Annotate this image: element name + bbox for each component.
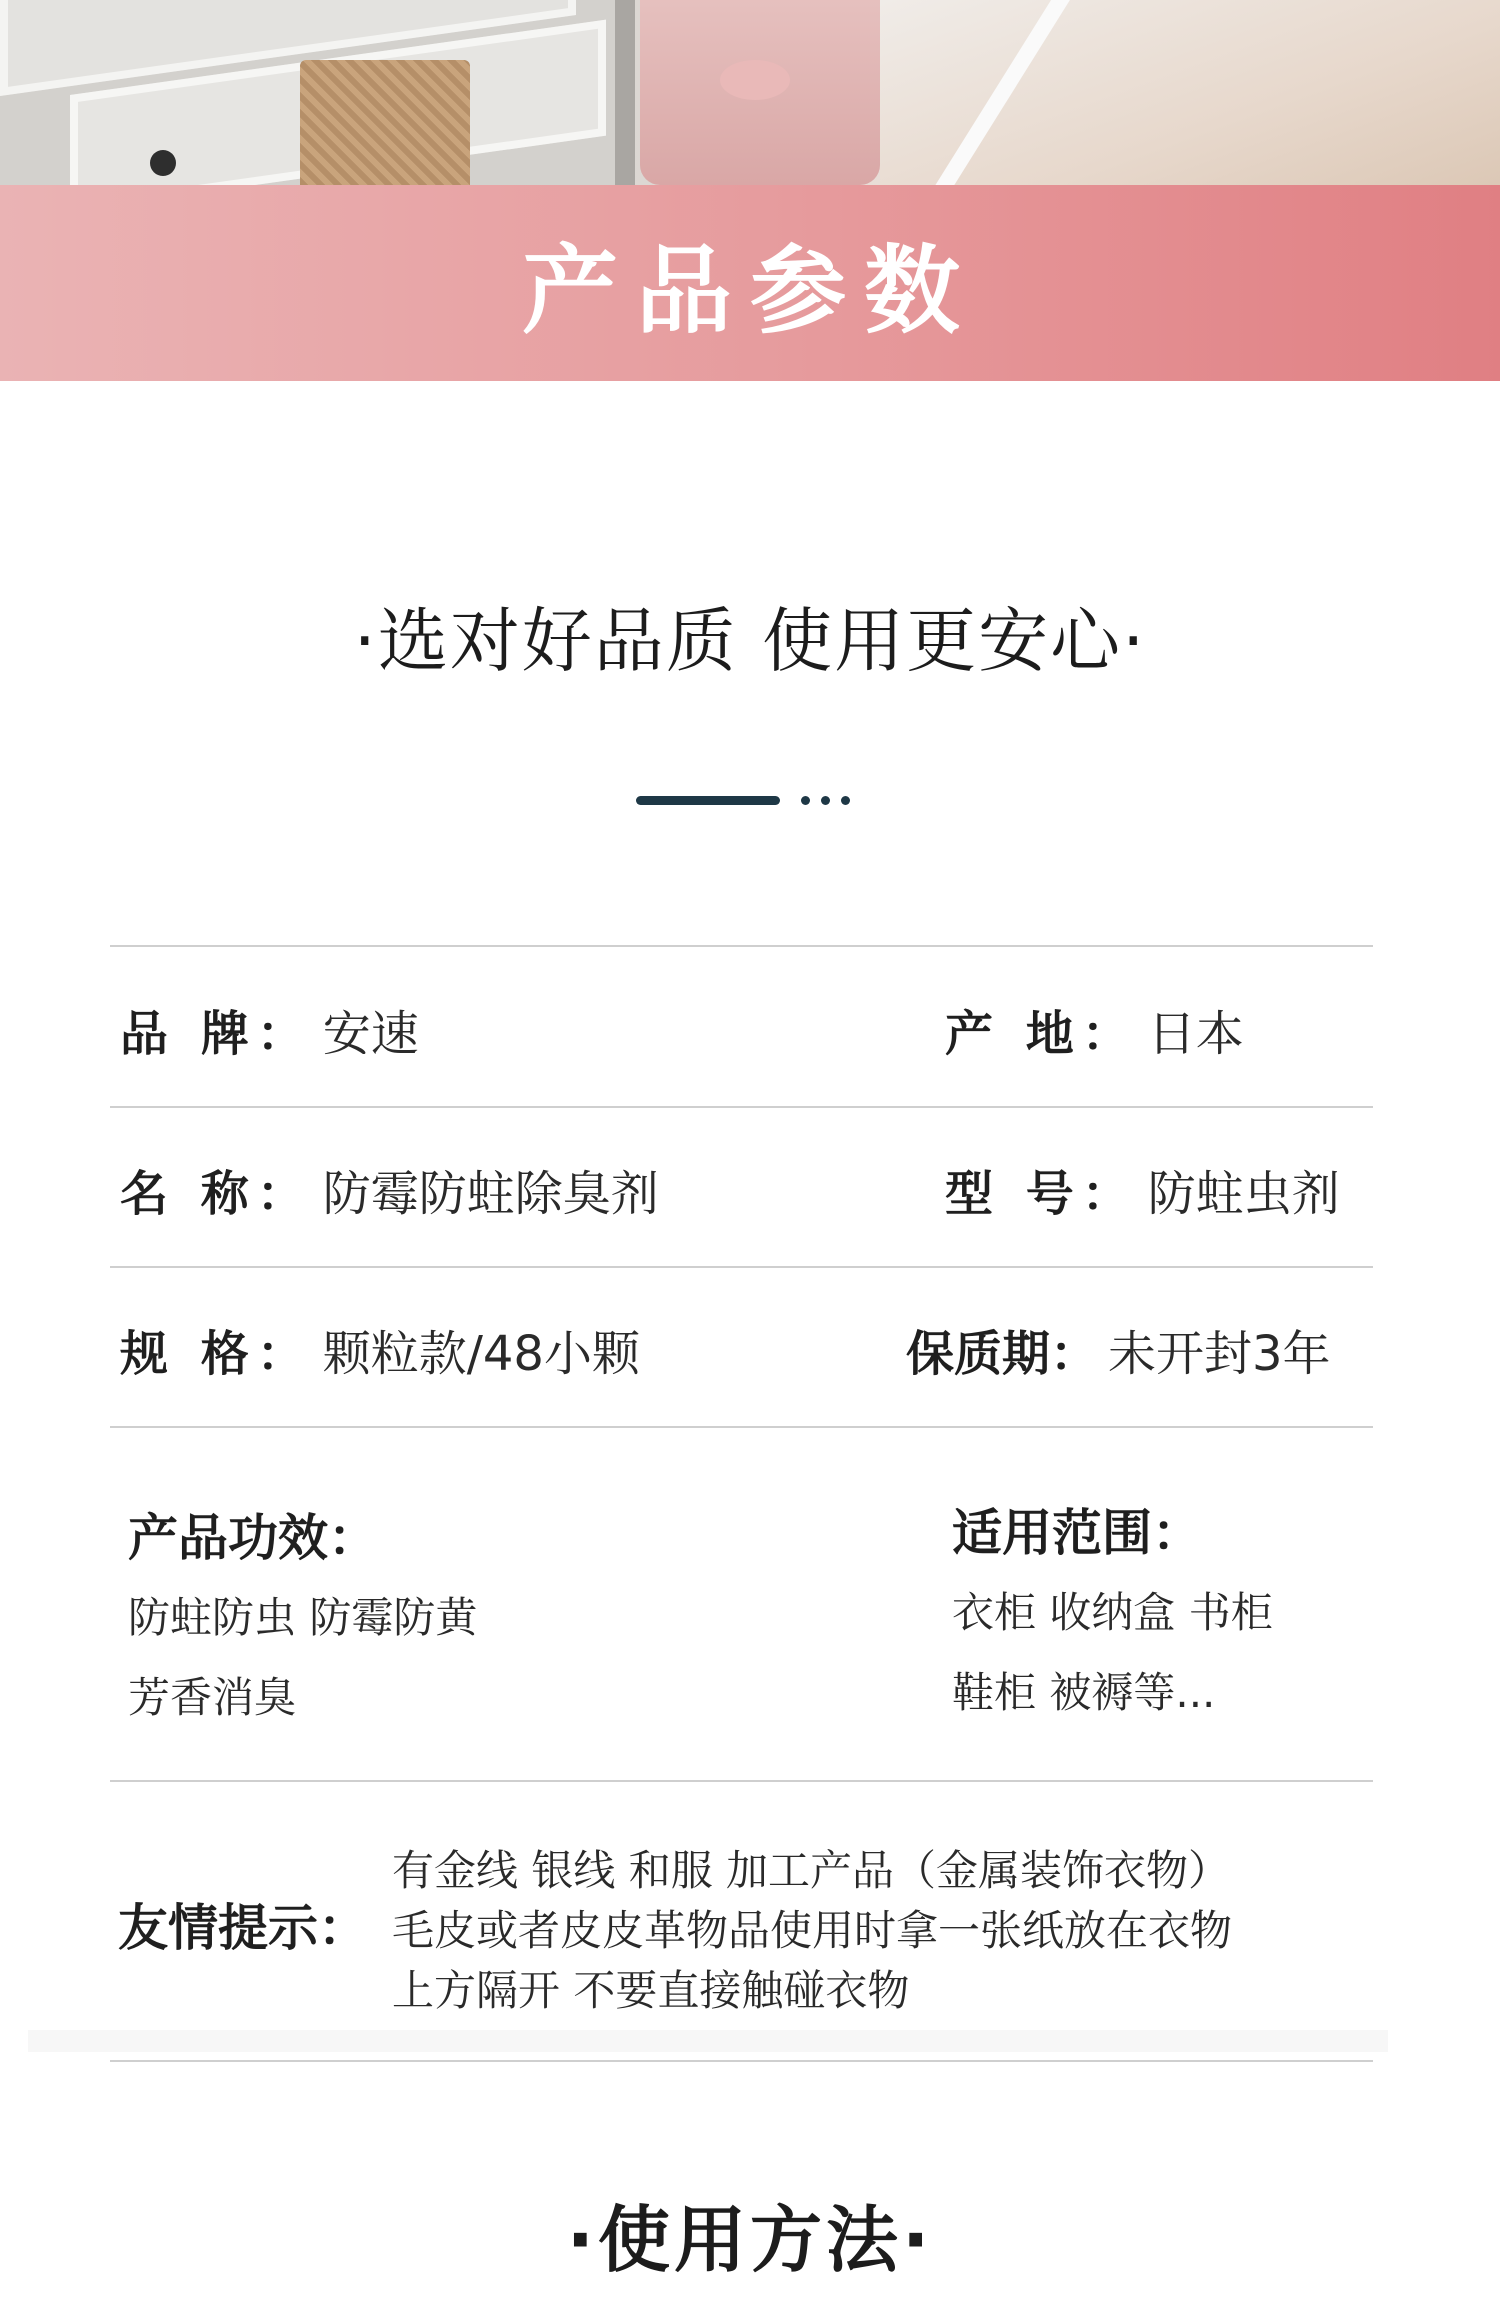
param-value: 颗粒款/48小颗 <box>322 1326 640 1382</box>
params-banner <box>0 185 1500 381</box>
param-model <box>945 1155 1340 1224</box>
param-key: 产 地： <box>945 1006 1138 1062</box>
param-value: 安速 <box>322 1006 419 1062</box>
param-value: 防蛀虫剂 <box>1147 1166 1340 1222</box>
scope-title: 适用范围： <box>952 1504 1202 1562</box>
param-value: 防霉防蛀除臭剂 <box>322 1166 659 1222</box>
decor-dot <box>841 796 850 805</box>
shadow-band <box>28 2030 1388 2052</box>
table-rule <box>110 1426 1373 1428</box>
param-shelf-life <box>906 1315 1331 1384</box>
table-rule <box>110 945 1373 947</box>
drawer-knob <box>150 150 176 176</box>
banner-title: 产品参数 <box>522 234 978 347</box>
scope-line: 鞋柜 被褥等... <box>952 1668 1216 1717</box>
wardrobe-photo <box>0 0 1500 185</box>
param-value: 未开封3年 <box>1108 1326 1331 1382</box>
tips-title: 友情提示： <box>118 1899 368 1957</box>
param-brand <box>120 995 419 1064</box>
scope-line: 衣柜 收纳盒 书柜 <box>952 1588 1273 1637</box>
param-key: 品 牌： <box>120 1006 313 1062</box>
decor-bar <box>636 796 780 805</box>
param-spec <box>120 1315 640 1384</box>
effects-title: 产品功效： <box>128 1509 378 1567</box>
decor-divider <box>636 793 876 807</box>
tips-line: 有金线 银线 和服 加工产品（金属装饰衣物） <box>392 1846 1231 1895</box>
param-key: 保质期： <box>906 1326 1099 1382</box>
param-value: 日本 <box>1147 1006 1244 1062</box>
decor-dot <box>821 796 830 805</box>
param-key: 名 称： <box>120 1166 313 1222</box>
section-heading-usage: ·使用方法· <box>566 2198 934 2282</box>
coat-bow <box>720 60 790 100</box>
table-rule <box>110 1106 1373 1108</box>
tips-line: 上方隔开 不要直接触碰衣物 <box>392 1966 910 2015</box>
param-origin <box>945 995 1244 1064</box>
tips-line: 毛皮或者皮皮革物品使用时拿一张纸放在衣物 <box>392 1906 1233 1955</box>
param-key: 型 号： <box>945 1166 1138 1222</box>
table-rule <box>110 2060 1373 2062</box>
param-name <box>120 1155 659 1224</box>
decor-dot <box>801 796 810 805</box>
table-rule <box>110 1780 1373 1782</box>
effects-line: 芳香消臭 <box>128 1673 297 1722</box>
param-key: 规 格： <box>120 1326 313 1382</box>
slogan: ·选对好品质 使用更安心· <box>353 600 1147 682</box>
shelf-shape <box>880 0 1500 185</box>
basket-shape <box>300 60 470 185</box>
effects-line: 防蛀防虫 防霉防黄 <box>128 1593 478 1642</box>
table-rule <box>110 1266 1373 1268</box>
panel-divider <box>615 0 635 185</box>
